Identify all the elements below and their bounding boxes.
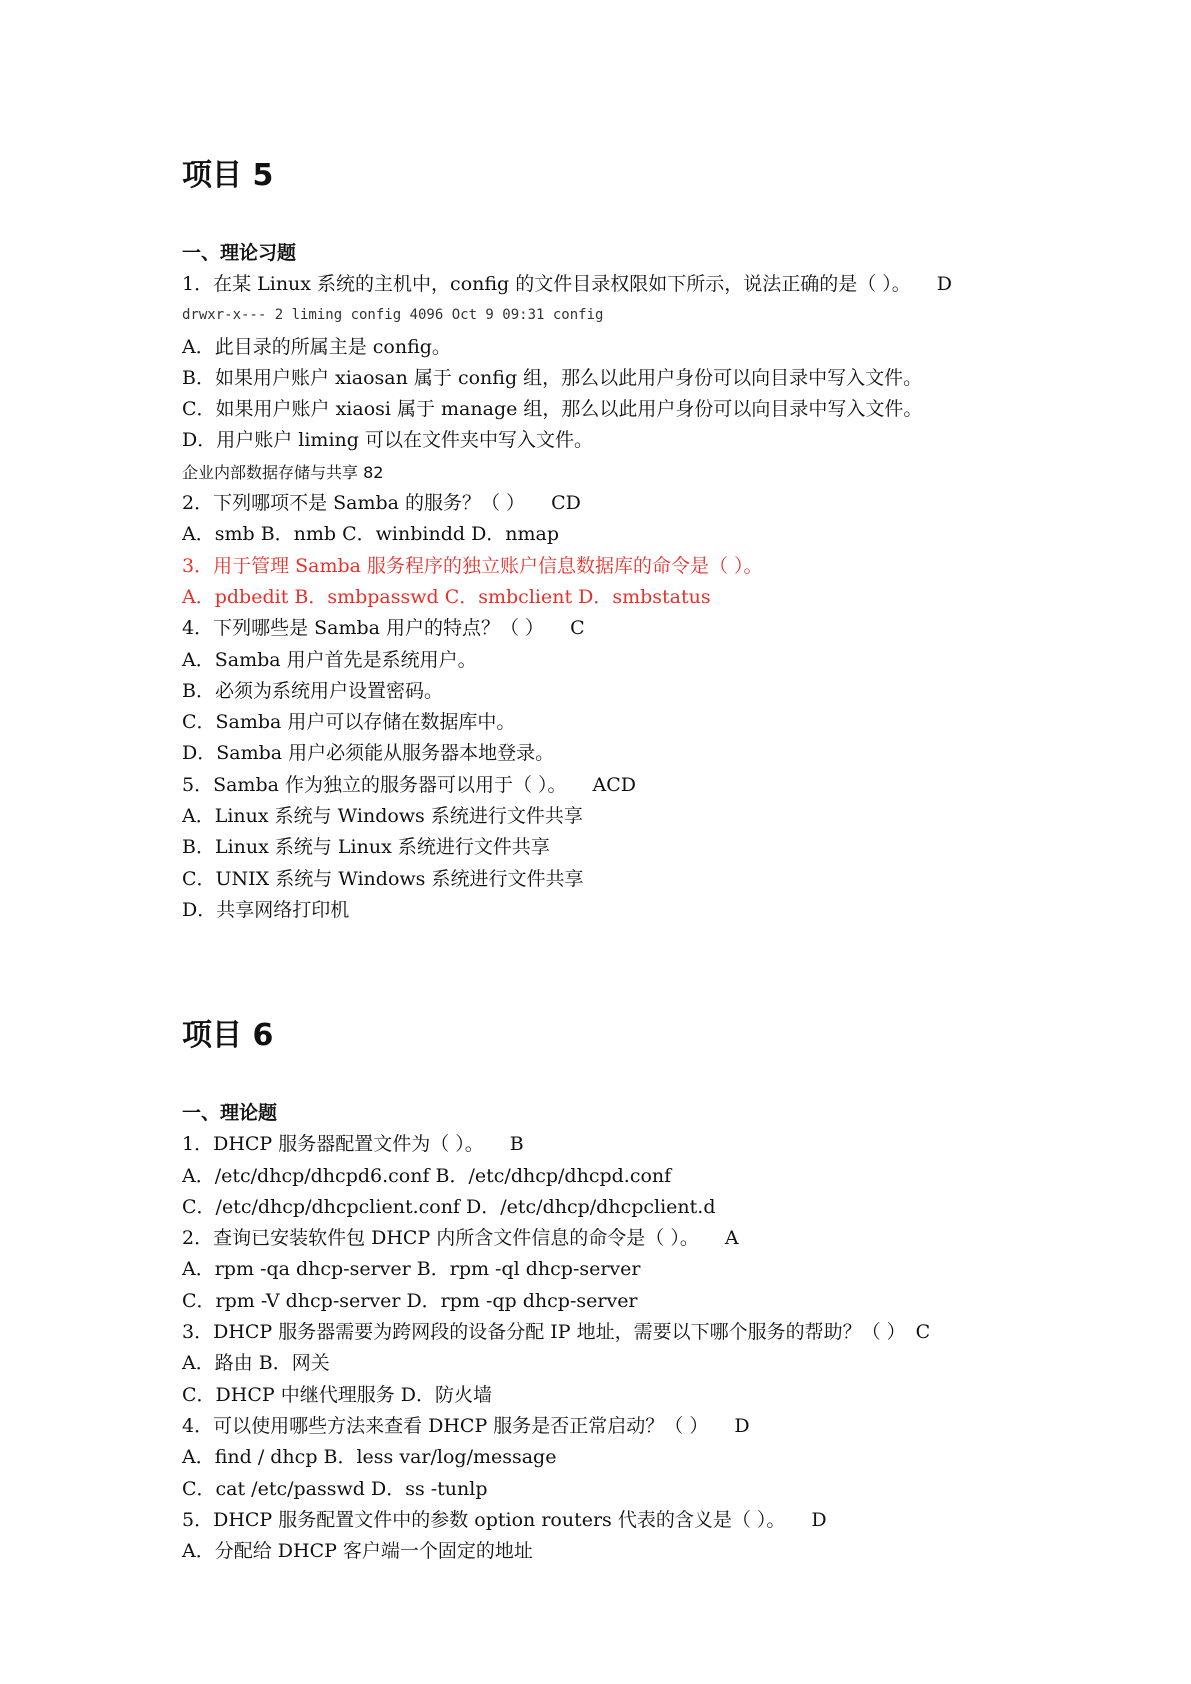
p5-q4-option-c: C．Samba 用户可以存储在数据库中。 <box>182 711 516 734</box>
p5-q2-options: A．smb B．nmb C．winbindd D．nmap <box>182 523 560 546</box>
p6-q3-options-cd: C．DHCP 中继代理服务 D．防火墙 <box>182 1383 492 1406</box>
project5-title: 项目 5 <box>182 158 274 193</box>
project6-subhead: 一、理论题 <box>182 1102 278 1125</box>
p5-q4-answer: C <box>570 617 585 640</box>
p6-q4-options-cd: C．cat /etc/passwd D．ss -tunlp <box>182 1477 488 1500</box>
p6-q5: 5．DHCP 服务配置文件中的参数 option routers 代表的含义是（ ）。 D <box>182 1508 827 1531</box>
p5-q4-option-b: B．必须为系统用户设置密码。 <box>182 679 443 702</box>
p5-q2-answer: CD <box>551 492 581 515</box>
p5-q4-option-d: D．Samba 用户必须能从服务器本地登录。 <box>182 742 555 765</box>
p5-q1-option-c: C．如果用户账户 xiaosi 属于 manage 组，那么以此用户身份可以向目录中写入文件。 <box>182 398 923 421</box>
p5-q1-listing: drwxr-x--- 2 liming config 4096 Oct 9 09:31 config <box>182 307 604 324</box>
project5-subhead: 一、理论习题 <box>182 242 297 264</box>
p6-q4: 4．可以使用哪些方法来查看 DHCP 服务是否正常启动？（ ） D <box>182 1414 750 1437</box>
p6-q2: 2．查询已安装软件包 DHCP 内所含文件信息的命令是（ ）。 A <box>182 1227 739 1250</box>
p5-q5-option-b: B．Linux 系统与 Linux 系统进行文件共享 <box>182 836 550 859</box>
p6-q5-option-a: A．分配给 DHCP 客户端一个固定的地址 <box>182 1540 533 1563</box>
p6-q2-options-cd: C．rpm -V dhcp-server D．rpm -qp dhcp-server <box>182 1289 638 1312</box>
document-page <box>182 152 1042 1567</box>
p6-q4-options-ab: A．find / dhcp B．less var/log/message <box>182 1446 557 1469</box>
p5-q3-options: A．pdbedit B．smbpasswd C．smbclient D．smbstatus <box>182 585 711 608</box>
p5-q1-option-b: B．如果用户账户 xiaosan 属于 config 组，那么以此用户身份可以向目录中写入文件。 <box>182 366 923 389</box>
p5-q3: 3．用于管理 Samba 服务程序的独立账户信息数据库的命令是（ ）。 <box>182 554 763 577</box>
p5-q5: 5．Samba 作为独立的服务器可以用于（ ）。 ACD <box>182 773 637 796</box>
p6-q3: 3．DHCP 服务器需要为跨网段的设备分配 IP 地址，需要以下哪个服务的帮助？（ ） C <box>182 1321 931 1344</box>
section-gap <box>182 926 1042 1012</box>
project6-title: 项目 6 <box>182 1018 274 1054</box>
p6-q2-options-ab: A．rpm -qa dhcp-server B．rpm -ql dhcp-server <box>182 1258 641 1281</box>
page-footer-note: 企业内部数据存储与共享 82 <box>182 462 384 482</box>
p6-q3-answer: C <box>915 1321 931 1344</box>
p5-q2: 2．下列哪项不是 Samba 的服务？（ ） CD <box>182 492 581 515</box>
p5-q5-option-c: C．UNIX 系统与 Windows 系统进行文件共享 <box>182 867 584 890</box>
p5-q1-option-d: D．用户账户 liming 可以在文件夹中写入文件。 <box>182 429 593 452</box>
p6-q5-answer: D <box>811 1508 827 1531</box>
p6-q4-answer: D <box>734 1414 750 1437</box>
p6-q1-options-cd: C．/etc/dhcp/dhcpclient.conf D．/etc/dhcp/dhcpclient.d <box>182 1195 716 1218</box>
p5-q5-option-a: A．Linux 系统与 Windows 系统进行文件共享 <box>182 805 583 828</box>
p6-q1-answer: B <box>509 1133 524 1156</box>
p6-q1: 1．DHCP 服务器配置文件为（ ）。 B <box>182 1133 524 1156</box>
p6-q2-answer: A <box>724 1227 739 1250</box>
p5-q4: 4．下列哪些是 Samba 用户的特点？（ ） C <box>182 617 585 640</box>
p5-q5-option-d: D．共享网络打印机 <box>182 898 350 921</box>
p5-q5-answer: ACD <box>592 773 637 796</box>
p5-q4-option-a: A．Samba 用户首先是系统用户。 <box>182 648 477 671</box>
p5-q1-option-a: A．此目录的所属主是 config。 <box>182 335 451 358</box>
p6-q1-options-ab: A．/etc/dhcp/dhcpd6.conf B．/etc/dhcp/dhcpd.conf <box>182 1164 672 1187</box>
p5-q1: 1．在某 Linux 系统的主机中，config 的文件目录权限如下所示，说法正确的是（ ）。 D <box>182 273 953 295</box>
p5-q1-answer: D <box>936 273 953 295</box>
p6-q3-options-ab: A．路由 B．网关 <box>182 1352 330 1375</box>
